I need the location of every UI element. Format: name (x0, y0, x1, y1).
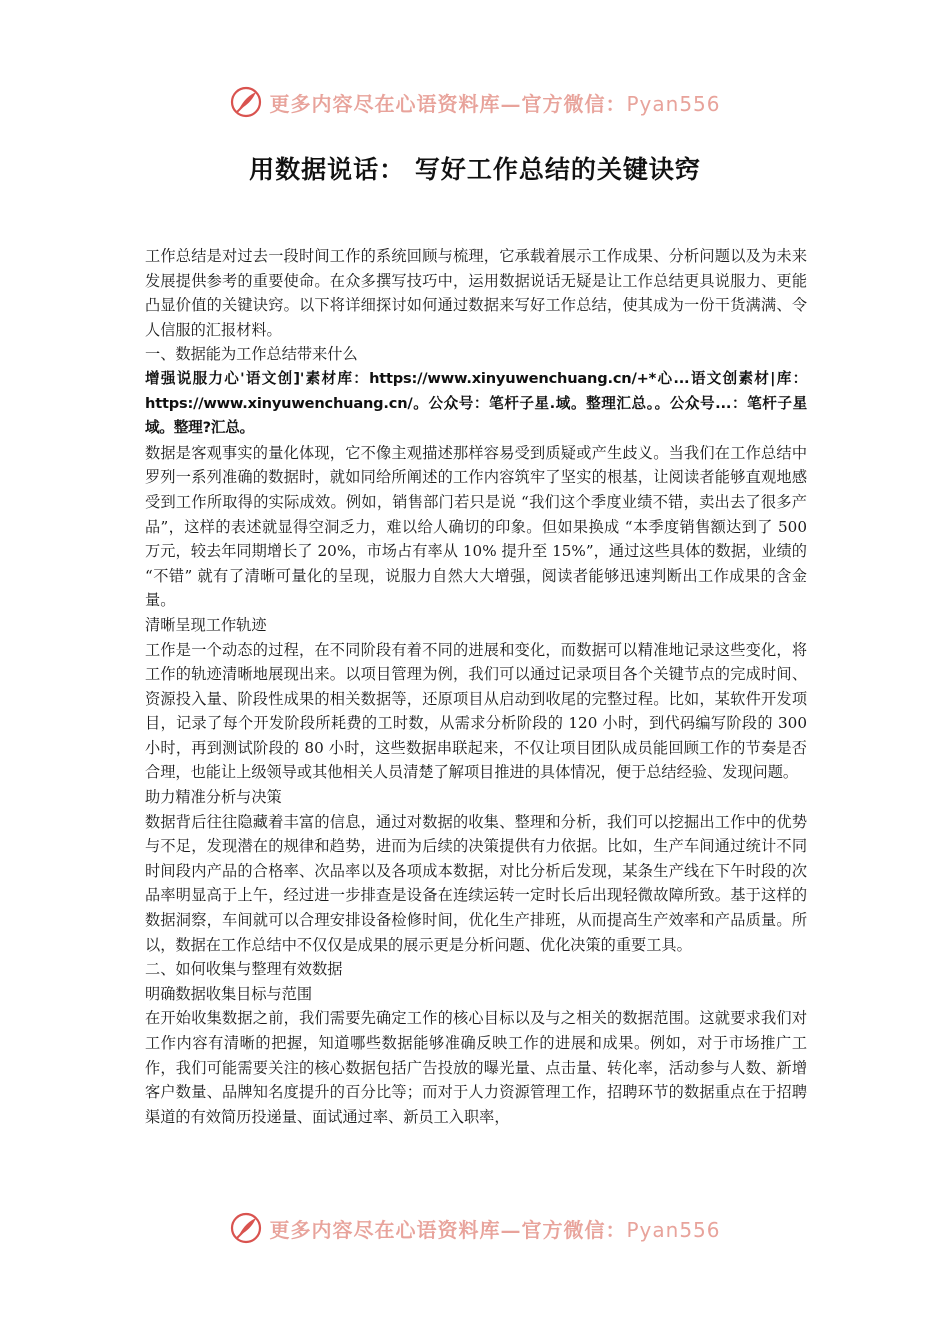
quill-logo-icon (229, 85, 263, 119)
quill-logo-icon (229, 1211, 263, 1245)
wechat-id: Pyan556 (626, 1217, 721, 1242)
banner-text: 更多内容尽在心语资料库—官方微信：Pyan556 (269, 91, 721, 116)
footer-banner (0, 1208, 950, 1248)
wechat-id: Pyan556 (626, 91, 721, 116)
section-heading: 一、数据能为工作总结带来什么 (145, 345, 358, 364)
body-paragraph: 数据是客观事实的量化体现，它不像主观描述那样容易受到质疑或产生歧义。当我们在工作总结中罗列一系列准确的数据时，就如同给所阐述的工作内容筑牢了坚实的根基，让阅读者能够直观地感受到工作所取得的实际成效。例如，销售部门若只是说 “我们这个季度业绩不错，卖出去了很多产品”，这样的表述就显得空洞乏力，难以给人确切的印象。但如果换成 “本季度销售额达到了 500 万元，较去年同期增长了 20%，市场占有率从 10% 提升至 15%”，通过这些具体的数据，业绩的 “不错” 就有了清晰可量化的呈现，说服力自然大大增强，阅读者能够迅速判断出工作成果的含金量。 (145, 443, 807, 610)
banner-text: 更多内容尽在心语资料库—官方微信：Pyan556 (269, 1217, 721, 1242)
section-heading: 二、如何收集与整理有效数据 (145, 960, 343, 979)
header-banner (0, 82, 950, 122)
document-title: 用数据说话： 写好工作总结的关键诀窍 (249, 155, 701, 184)
subsection-heading: 助力精准分析与决策 (145, 788, 282, 807)
watermark-ad-text: 增强说服力心'语文创]'素材库：https://www.xinyuwenchuang.cn/+*心...语文创素材|库：https://www.xinyuwenchuang.cn/。公众号：笔杆子星.域。整理汇总。。公众号...：笔杆子星域。整理?汇总。 (145, 369, 807, 437)
document-body (145, 244, 807, 1129)
body-paragraph: 数据背后往往隐藏着丰富的信息，通过对数据的收集、整理和分析，我们可以挖掘出工作中的优势与不足，发现潜在的规律和趋势，进而为后续的决策提供有力依据。比如，生产车间通过统计不同时间段内产品的合格率、次品率以及各项成本数据，对比分析后发现，某条生产线在下午时段的次品率明显高于上午，经过进一步排查是设备在连续运转一定时长后出现轻微故障所致。基于这样的数据洞察，车间就可以合理安排设备检修时间，优化生产排班，从而提高生产效率和产品质量。所以，数据在工作总结中不仅仅是成果的展示更是分析问题、优化决策的重要工具。 (145, 812, 807, 954)
intro-paragraph: 工作总结是对过去一段时间工作的系统回顾与梳理，它承载着展示工作成果、分析问题以及为未来发展提供参考的重要使命。在众多撰写技巧中，运用数据说话无疑是让工作总结更具说服力、更能凸显价值的关键诀窍。以下将详细探讨如何通过数据来写好工作总结，使其成为一份干货满满、令人信服的汇报材料。 (145, 247, 807, 339)
subsection-heading: 明确数据收集目标与范围 (145, 984, 313, 1003)
body-paragraph: 在开始收集数据之前，我们需要先确定工作的核心目标以及与之相关的数据范围。这就要求我们对工作内容有清晰的把握，知道哪些数据能够准确反映工作的进展和成果。例如，对于市场推广工作，我们可能需要关注的核心数据包括广告投放的曝光量、点击量、转化率，活动参与人数、新增客户数量、品牌知名度提升的百分比等；而对于人力资源管理工作，招聘环节的数据重点在于招聘渠道的有效简历投递量、面试通过率、新员工入职率， (145, 1009, 807, 1126)
body-paragraph: 工作是一个动态的过程，在不同阶段有着不同的进展和变化，而数据可以精准地记录这些变化，将工作的轨迹清晰地展现出来。以项目管理为例，我们可以通过记录项目各个关键节点的完成时间、资源投入量、阶段性成果的相关数据等，还原项目从启动到收尾的完整过程。比如，某软件开发项目，记录了每个开发阶段所耗费的工时数，从需求分析阶段的 120 小时，到代码编写阶段的 300 小时，再到测试阶段的 80 小时，这些数据串联起来，不仅让项目团队成员能回顾工作的节奏是否合理，也能让上级领导或其他相关人员清楚了解项目推进的具体情况，便于总结经验、发现问题。 (145, 640, 807, 782)
subsection-heading: 清晰呈现工作轨迹 (145, 615, 267, 634)
